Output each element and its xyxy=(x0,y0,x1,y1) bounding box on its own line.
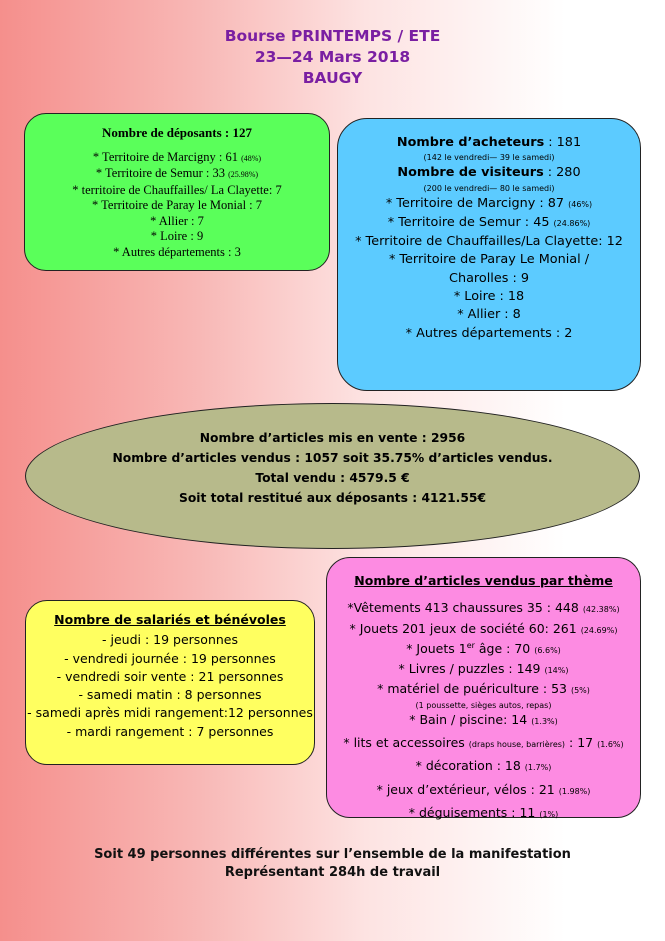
event-dates: 23—24 Mars 2018 xyxy=(254,48,411,66)
list-item: - vendredi journée : 19 personnes xyxy=(64,650,276,666)
list-item: - vendredi soir vente : 21 personnes xyxy=(56,668,284,684)
theme-bain: * Bain / piscine: 14 (1.3%) xyxy=(409,711,558,727)
theme-puericulture: * matériel de puériculture : 53 (5%) xyxy=(377,681,590,697)
list-item: - mardi rangement : 7 personnes xyxy=(66,723,274,739)
deposants-allier: * Allier : 7 xyxy=(150,213,204,228)
themes-title: Nombre d’articles vendus par thème xyxy=(354,573,613,588)
theme-livres: * Livres / puzzles : 149 (14%) xyxy=(398,661,569,677)
acheteurs-paray-line2: Charolles : 9 xyxy=(449,270,529,286)
acheteurs-autres: * Autres départements : 2 xyxy=(405,325,573,341)
event-location: BAUGY xyxy=(302,69,363,87)
deposants-autres: * Autres départements : 3 xyxy=(113,244,241,259)
acheteurs-marcigny: * Territoire de Marcigny : 87 (46%) xyxy=(385,195,593,211)
salaries-box xyxy=(25,600,315,765)
deposants-loire: * Loire : 9 xyxy=(150,229,204,243)
theme-exterieur: * jeux d’extérieur, vélos : 21 (1.98%) xyxy=(376,781,591,797)
acheteurs-loire: * Loire : 18 xyxy=(453,289,525,305)
acheteurs-chauffailles: * Territoire de Chauffailles/La Clayette: 12 xyxy=(355,234,623,250)
deposants-chauffailles: * territoire de Chauffailles/ La Clayette: 7 xyxy=(72,182,282,197)
theme-jouets-1er-age: * Jouets 1er âge : 70 (6.6%) xyxy=(406,640,561,656)
deposants-paray: * Territoire de Paray le Monial : 7 xyxy=(91,198,263,212)
articles-mis-en-vente: Nombre d’articles mis en vente : 2956 xyxy=(199,431,466,445)
salaries-title: Nombre de salariés et bénévoles xyxy=(54,612,286,627)
total-restitue: Soit total restitué aux déposants : 4121.55€ xyxy=(178,491,487,505)
acheteurs-box xyxy=(337,118,641,391)
visiteurs-detail: (200 le vendredi— 80 le samedi) xyxy=(423,183,555,193)
list-item: - jeudi : 19 personnes xyxy=(102,632,238,648)
acheteurs-allier: * Allier : 8 xyxy=(457,307,521,323)
theme-decoration: * décoration : 18 (1.7%) xyxy=(415,758,552,774)
articles-vendus: Nombre d’articles vendus : 1057 soit 35.75% d’articles vendus. xyxy=(112,451,553,465)
themes-box xyxy=(326,557,641,818)
theme-vetements: *Vêtements 413 chaussures 35 : 448 (42.38%) xyxy=(347,600,620,616)
acheteurs-detail: (142 le vendredi— 39 le samedi) xyxy=(423,153,555,163)
visiteurs-count: Nombre de visiteurs : 280 xyxy=(397,165,581,181)
deposants-semur: * Territoire de Semur : 33 (25.98%) xyxy=(95,166,259,180)
deposants-box xyxy=(24,113,330,271)
summary-footer xyxy=(0,846,665,882)
theme-lits: * lits et accessoires (draps house, barrières) : 17 (1.6%) xyxy=(343,735,624,751)
articles-ellipse xyxy=(25,403,640,549)
list-item: - samedi matin : 8 personnes xyxy=(78,687,262,703)
page-header xyxy=(0,26,665,89)
theme-deguisements: * déguisements : 11 (1%) xyxy=(408,804,559,820)
theme-puericulture-detail: (1 poussette, sièges autos, repas) xyxy=(415,700,552,710)
deposants-title: Nombre de déposants : 127 xyxy=(102,125,252,140)
event-title: Bourse PRINTEMPS / ETE xyxy=(224,27,441,45)
list-item: - samedi après midi rangement:12 personnes xyxy=(27,705,313,721)
footer-personnes: Soit 49 personnes différentes sur l’ensemble de la manifestation xyxy=(94,847,571,862)
theme-jouets: * Jouets 201 jeux de société 60: 261 (24.69%) xyxy=(349,620,618,636)
acheteurs-paray-line1: * Territoire de Paray Le Monial / xyxy=(388,252,590,268)
footer-heures: Représentant 284h de travail xyxy=(224,865,441,880)
total-vendu: Total vendu : 4579.5 € xyxy=(255,471,410,485)
acheteurs-count: Nombre d’acheteurs : 181 xyxy=(396,135,582,150)
deposants-marcigny: * Territoire de Marcigny : 61 (48%) xyxy=(92,149,262,164)
acheteurs-semur: * Territoire de Semur : 45 (24.86%) xyxy=(387,214,591,230)
